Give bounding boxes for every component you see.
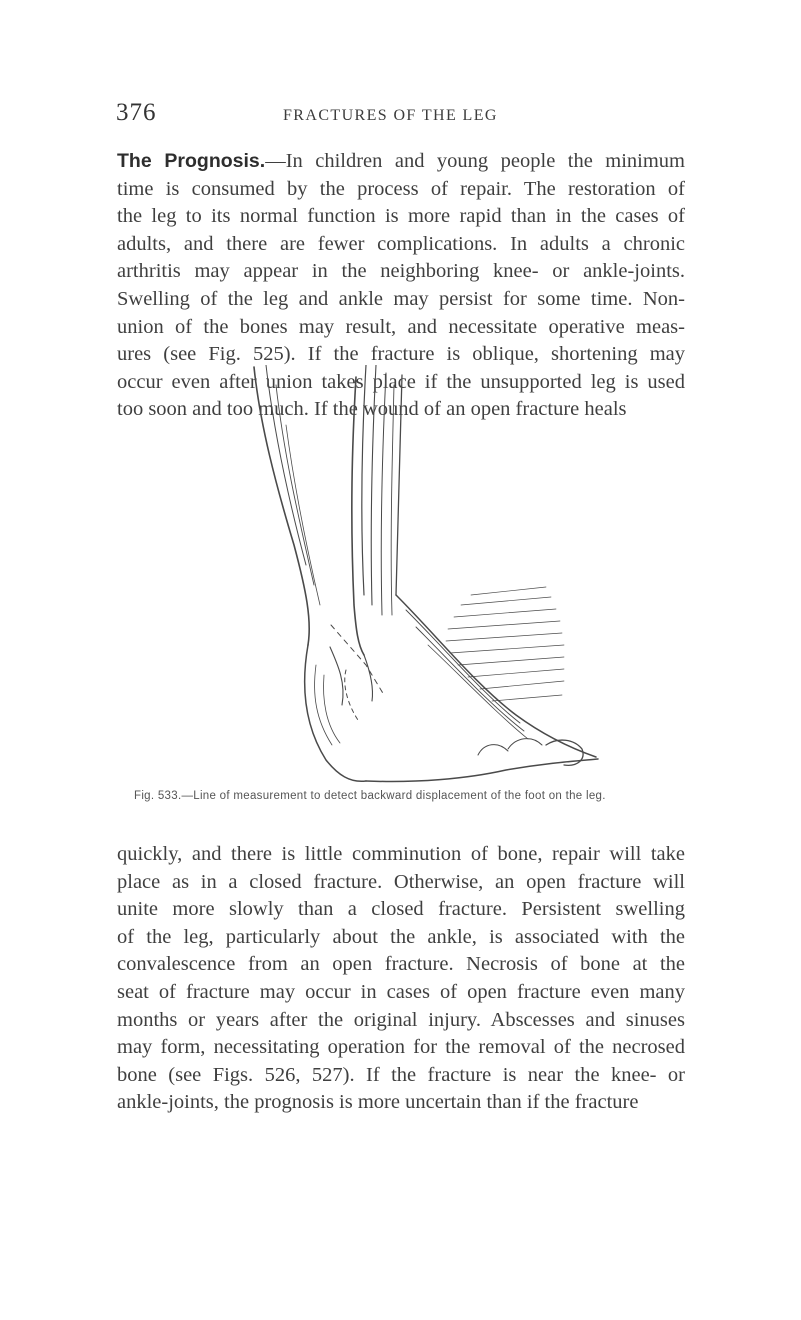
text-line: may form, necessitating operation for the removal of the necrosed [117,1036,685,1059]
text-line: convalescence from an open fracture. Necrosis of bone at the [117,953,685,976]
paragraph-open-fracture [117,841,685,1117]
running-head [0,99,801,129]
section-heading: The Prognosis. [117,150,266,172]
text-line: place as in a closed fracture. Otherwise, an open fracture will [117,870,685,893]
text-line: arthritis may appear in the neighboring knee- or ankle-joints. [117,260,685,283]
text-line: too soon and too much. If the wound of an open fracture heals [117,398,627,421]
text-line: of the leg, particularly about the ankle, is associated with the [117,925,685,948]
page-number: 376 [116,99,157,126]
text-line: the leg to its normal function is more rapid than in the cases of [117,205,685,228]
figure-caption: Fig. 533.—Line of measurement to detect backward displacement of the foot on the leg. [134,790,606,802]
text-line: months or years after the original injury. Abscesses and sinuses [117,1008,685,1031]
text-line: occur even after union takes place if the unsupported leg is used [117,370,685,393]
text-line: seat of fracture may occur in cases of open fracture even many [117,980,685,1003]
foot-measurement-illustration [246,365,626,835]
text-line: adults, and there are fewer complications. In adults a chronic [117,232,685,255]
text-line: Swelling of the leg and ankle may persist for some time. Non- [117,287,685,310]
text-line: ures (see Fig. 525). If the fracture is oblique, shortening may [117,343,685,366]
text-line: ankle-joints, the prognosis is more uncertain than if the fracture [117,1091,639,1114]
text-line: unite more slowly than a closed fracture. Persistent swelling [117,898,685,921]
text-line: bone (see Figs. 526, 527). If the fracture is near the knee- or [117,1063,685,1086]
text-line: quickly, and there is little comminution of bone, repair will take [117,843,685,865]
running-head-title: FRACTURES OF THE LEG [283,107,498,124]
text-line: The Prognosis.—In children and young people the minimum [117,150,685,172]
text-line: union of the bones may result, and necessitate operative meas- [117,315,685,338]
foot-sketch-svg [246,365,626,785]
text-line: time is consumed by the process of repair. The restoration of [117,177,685,200]
